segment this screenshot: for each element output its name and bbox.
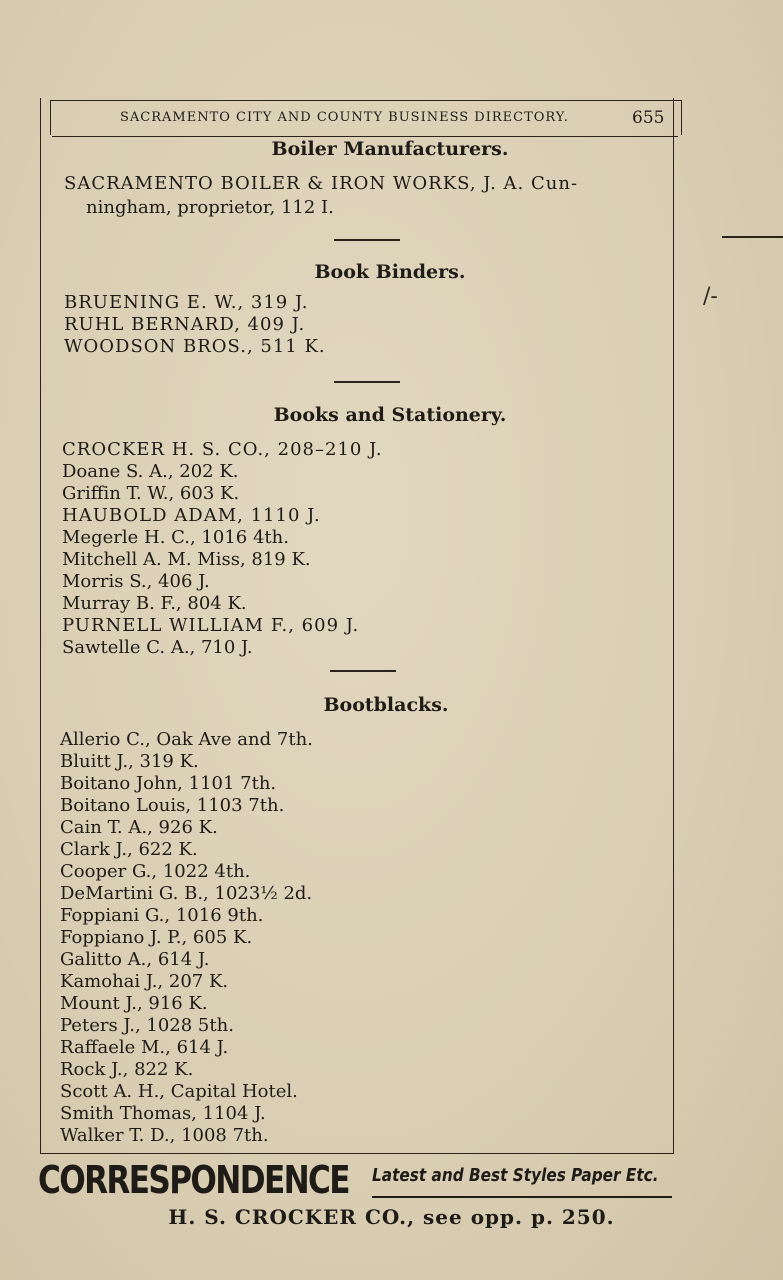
list-item: Boitano Louis, 1103 7th.	[60, 795, 285, 816]
heading-bootblacks: Bootblacks.	[323, 694, 449, 716]
section-divider	[330, 670, 396, 672]
list-item: RUHL BERNARD, 409 J.	[64, 314, 306, 335]
list-item: HAUBOLD ADAM, 1110 J.	[62, 505, 321, 526]
running-title: SACRAMENTO CITY AND COUNTY BUSINESS DIRECTORY.	[120, 110, 569, 125]
list-item: PURNELL WILLIAM F., 609 J.	[62, 615, 360, 636]
list-item: Murray B. F., 804 K.	[62, 593, 247, 614]
list-item: Megerle H. C., 1016 4th.	[62, 527, 289, 548]
boiler-entry-line2: ningham, proprietor, 112 I.	[86, 197, 334, 218]
ad-headline: CORRESPONDENCE	[38, 1158, 349, 1202]
list-item: Rock J., 822 K.	[60, 1059, 194, 1080]
section-divider	[334, 239, 400, 241]
bootblacks-list	[60, 729, 313, 1147]
list-item: Cooper G., 1022 4th.	[60, 861, 251, 882]
ad-footer: H. S. CROCKER CO., see opp. p. 250.	[168, 1205, 615, 1229]
boiler-entry	[64, 172, 674, 220]
list-item: Galitto A., 614 J.	[60, 949, 210, 970]
list-item: WOODSON BROS., 511 K.	[64, 336, 326, 357]
list-item: BRUENING E. W., 319 J.	[64, 292, 309, 313]
header-rule	[52, 136, 678, 137]
list-item: Smith Thomas, 1104 J.	[60, 1103, 266, 1124]
ad-rule	[372, 1196, 672, 1198]
book-binders-list	[64, 292, 326, 358]
list-item: Mitchell A. M. Miss, 819 K.	[62, 549, 311, 570]
list-item: DeMartini G. B., 1023½ 2d.	[60, 883, 313, 904]
heading-book-binders: Book Binders.	[314, 261, 466, 283]
list-item: Peters J., 1028 5th.	[60, 1015, 234, 1036]
boiler-entry-line1: SACRAMENTO BOILER & IRON WORKS, J. A. Cun-	[64, 173, 579, 194]
list-item: Walker T. D., 1008 7th.	[60, 1125, 269, 1146]
list-item: CROCKER H. S. CO., 208–210 J.	[62, 439, 383, 460]
page-number: 655	[632, 108, 665, 128]
ad-tagline: Latest and Best Styles Paper Etc.	[372, 1165, 659, 1186]
section-divider	[334, 381, 400, 383]
list-item: Allerio C., Oak Ave and 7th.	[60, 729, 313, 750]
heading-books-stationery: Books and Stationery.	[273, 404, 507, 426]
list-item: Scott A. H., Capital Hotel.	[60, 1081, 298, 1102]
heading-boiler-manufacturers: Boiler Manufacturers.	[271, 138, 509, 160]
list-item: Griffin T. W., 603 K.	[62, 483, 240, 504]
list-item: Foppiani G., 1016 9th.	[60, 905, 264, 926]
books-stationery-list	[62, 439, 383, 659]
list-item: Morris S., 406 J.	[62, 571, 210, 592]
list-item: Clark J., 622 K.	[60, 839, 198, 860]
list-item: Mount J., 916 K.	[60, 993, 208, 1014]
margin-pencil-mark: /‐	[703, 284, 718, 309]
list-item: Raffaele M., 614 J.	[60, 1037, 229, 1058]
list-item: Foppiano J. P., 605 K.	[60, 927, 253, 948]
list-item: Boitano John, 1101 7th.	[60, 773, 277, 794]
list-item: Sawtelle C. A., 710 J.	[62, 637, 253, 658]
margin-mark	[722, 236, 783, 238]
list-item: Kamohai J., 207 K.	[60, 971, 229, 992]
list-item: Bluitt J., 319 K.	[60, 751, 199, 772]
list-item: Doane S. A., 202 K.	[62, 461, 239, 482]
list-item: Cain T. A., 926 K.	[60, 817, 218, 838]
